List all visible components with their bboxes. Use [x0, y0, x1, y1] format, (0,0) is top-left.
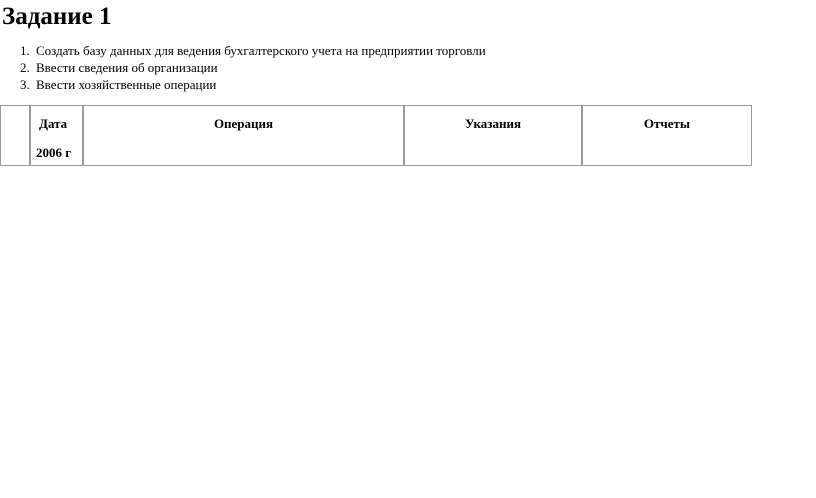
task-list: [0, 42, 486, 93]
operation-item: • Банк: Расчетный счет 401810572210010127 в АКБ “Столичный” г.Москва, корр.счет: 30101572023200150002, БИК 044564815: [92, 416, 383, 465]
row-number: 1: [10, 172, 17, 187]
header-cell-instructions: [404, 105, 582, 166]
bullet-icon: •: [92, 386, 97, 401]
bullet-icon: •: [92, 202, 97, 217]
page-title: Задание 1: [2, 3, 112, 30]
row-instructions: Сервис / сведения об организации: [411, 172, 528, 204]
task-number: 1.: [20, 43, 30, 58]
bullet-icon: •: [92, 232, 97, 247]
header-operation-label: Операция: [213, 116, 274, 131]
row-date: 15.02: [34, 172, 64, 187]
header-cell-operation: [83, 105, 404, 166]
header-date-label: Дата: [39, 116, 68, 131]
operation-item: • Название организации: АО “Уником”: [92, 232, 312, 247]
operation-item: • Вид деятельности - оптовая торговля: [92, 386, 311, 401]
operation-item: • Коды ИНН – 7857004400: [92, 356, 244, 371]
operation-intro: Сведения об организации :: [92, 172, 241, 187]
operation-item: • Юридический адрес: 123051, Москва, ул.Декабристов, 15: [92, 309, 316, 341]
bullet-icon: •: [92, 416, 97, 431]
task-item: [0, 76, 486, 93]
task-item: [0, 42, 486, 59]
operation-item: • Полное наименование: Акционерное общество “Уником”: [92, 262, 367, 294]
bullet-icon: •: [92, 480, 97, 495]
task-number: 2.: [20, 60, 30, 75]
operation-item: • Дата регистрации: 15 февраля 200 6 года: [92, 202, 332, 217]
bullet-icon: •: [92, 309, 97, 324]
header-date-year: 2006 г: [36, 145, 72, 160]
task-text: Ввести сведения об организации: [36, 60, 218, 75]
bullet-icon: •: [92, 356, 97, 371]
operation-item: • Директор: Иванов Иван Иванович: [92, 480, 295, 495]
bullet-icon: •: [92, 262, 97, 277]
task-number: 3.: [20, 77, 30, 92]
header-cell-date: [30, 105, 83, 166]
operations-table: [0, 105, 752, 498]
task-text: Ввести хозяйственные операции: [36, 77, 217, 92]
task-text: Создать базу данных для ведения бухгалтерского учета на предприятии торговли: [36, 43, 486, 58]
header-cell-reports: [582, 105, 752, 166]
task-item: [0, 59, 486, 76]
header-reports-label: Отчеты: [643, 116, 691, 131]
header-cell-number: [0, 105, 30, 166]
header-instructions-label: Указания: [464, 116, 521, 131]
